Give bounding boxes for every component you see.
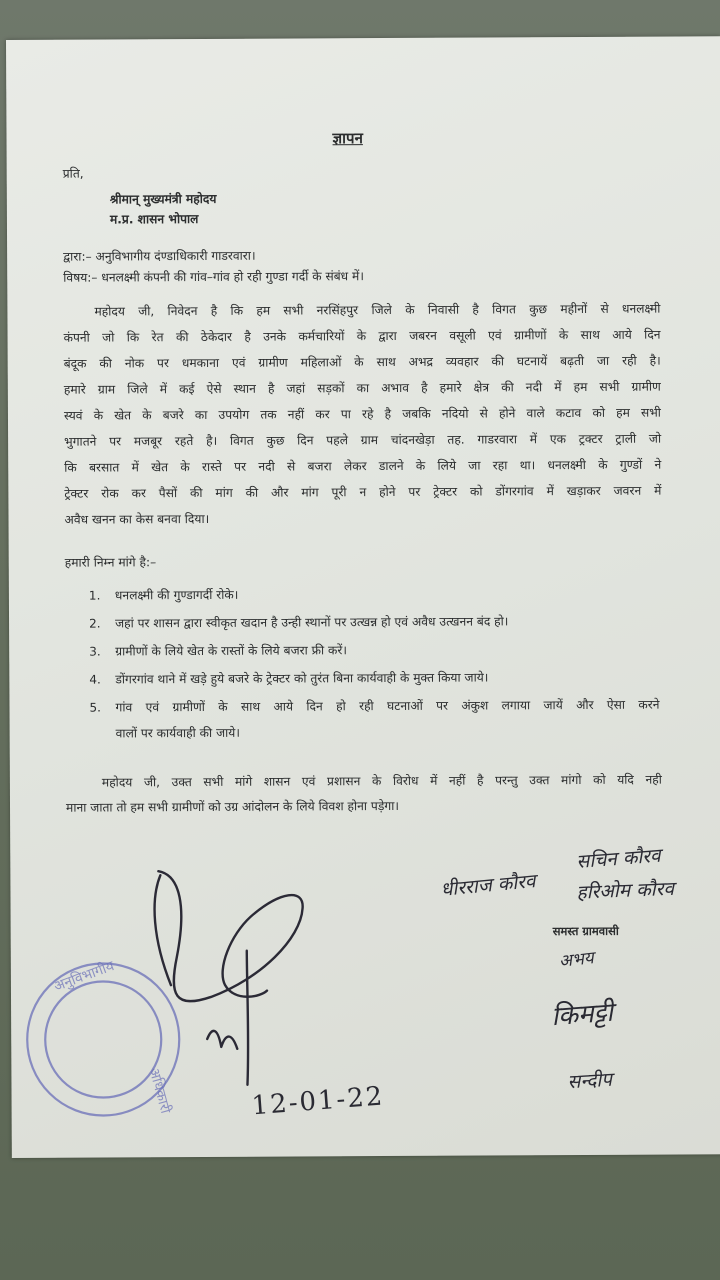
demand-text: ग्रामीणों के लिये खेत के रास्तों के लिये बजरा फ्री करें। xyxy=(115,643,348,659)
via-line: द्वारा:– अनुविभागीय दंण्डाधिकारी गाडरवारा। xyxy=(63,248,256,264)
closing-line-2: माना जाता तो हम सभी ग्रामीणों को उग्र आंदोलन के लिये विवश होना पड़ेगा। xyxy=(65,798,400,815)
body-line: ट्रेक्टर रोक कर पैसों की मांग की और मांग पूरी न होने पर ट्रेक्टर को डोंगरगांव में खड़ाकर जवरन में xyxy=(64,483,662,501)
demand-number: 4. xyxy=(89,672,101,687)
addressee-line-1: श्रीमान् मुख्यमंत्री महोदय xyxy=(109,191,217,207)
document-title: ज्ञापन xyxy=(332,129,363,148)
closing-line-1: महोदय जी, उक्त सभी मांगे शासन एवं प्रशासन के विरोध में नहीं है परन्तु उक्त मांगो को यदि नही xyxy=(101,772,662,790)
body-line: कि बरसात में खेत के रास्ते पर नदी से बजरा लेकर डालने के लिये जा रहा था। धनलक्ष्मी के गुण्डों ने xyxy=(64,457,662,475)
handwritten-signature: किमट्टी xyxy=(550,997,614,1033)
demand-text: गांव एवं ग्रामीणों के साथ आये दिन हो रही घटनाओं पर अंकुश लगाया जायें और ऐसा करने xyxy=(115,697,660,715)
demand-number: 5. xyxy=(89,700,101,715)
body-line: कंपनी जो कि रेत की ठेकेदार है उनके कर्मचारियों के द्वारा जबरन वसूली एवं ग्रामीणों के साथ आये दिन xyxy=(63,327,661,345)
body-line: हमारे ग्राम जिले में कई ऐसे स्थान है जहां सड़कों का अभाव है हमारे क्षेत्र की नदी में हम सभी ग्रामीण xyxy=(63,379,661,397)
subject-line: विषय:– धनलक्ष्मी कंपनी की गांव–गांव हो रही गुण्डा गर्दी के संबंध में। xyxy=(63,269,364,285)
handwritten-signature: हरिओम कौरव xyxy=(576,877,675,904)
handwritten-signature: अभय xyxy=(557,948,595,972)
demand-text-continued: वालों पर कार्यवाही की जाये। xyxy=(115,725,240,741)
officer-signature xyxy=(6,36,720,1158)
addressee-line-2: म.प्र. शासन भोपाल xyxy=(109,211,199,227)
svg-text:अधिकारी: अधिकारी xyxy=(145,1066,174,1116)
handwritten-signature: धीरराज कौरव xyxy=(439,870,537,901)
body-line: महोदय जी, निवेदन है कि हम सभी नरसिंहपुर जिले के निवासी है विगत कुछ महीनों से धनलक्ष्मी xyxy=(94,301,661,319)
demand-number: 1. xyxy=(88,588,101,603)
body-line: भुगातने पर मजबूर रहते है। विगत कुछ दिन पहले ग्राम चांदनखेड़ा तह. गाडरवारा में एक ट्रक्टर ट्राली जो xyxy=(64,431,662,449)
body-line: अवैध खनन का केस बनवा दिया। xyxy=(64,511,210,527)
body-line: बंदूक की नोक पर धमकाना एवं ग्रामीण महिलाओं के साथ अभद्र व्यवहार की घटनायें बढ़ती जा रही है। xyxy=(63,353,661,371)
demands-heading: हमारी निम्न मांगे है:– xyxy=(64,555,157,570)
handwritten-signature: सन्दीप xyxy=(566,1068,613,1094)
demand-text: डोंगरगांव थाने में खड़े हुये बजरे के ट्रेक्टर को तुरंत बिना कार्यवाही के मुक्त किया जाये। xyxy=(115,670,489,687)
svg-text:अनुविभागीय: अनुविभागीय xyxy=(51,958,117,995)
signatory-label: समस्त ग्रामवासी xyxy=(552,923,619,939)
handwritten-signature: सचिन कौरव xyxy=(575,844,662,873)
demand-number: 2. xyxy=(89,616,101,631)
demand-text: जहां पर शासन द्वारा स्वीकृत खदान है उन्ही स्थानों पर उत्खन्न हो एवं अवैध उत्खनन बंद हो। xyxy=(115,614,509,631)
memorandum-sheet xyxy=(6,36,720,1158)
demand-text: धनलक्ष्मी की गुण्डागर्दी रोके। xyxy=(114,587,239,603)
handwritten-date: 12-01-22 xyxy=(250,1081,386,1122)
demand-number: 3. xyxy=(89,644,101,659)
body-line: स्यवं के खेत के बजरे का उपयोग तक नहीं कर पा रहे है जबकि नदियो से होने वाले कटाव को हम सभी xyxy=(63,405,661,423)
salutation: प्रति, xyxy=(62,166,84,181)
